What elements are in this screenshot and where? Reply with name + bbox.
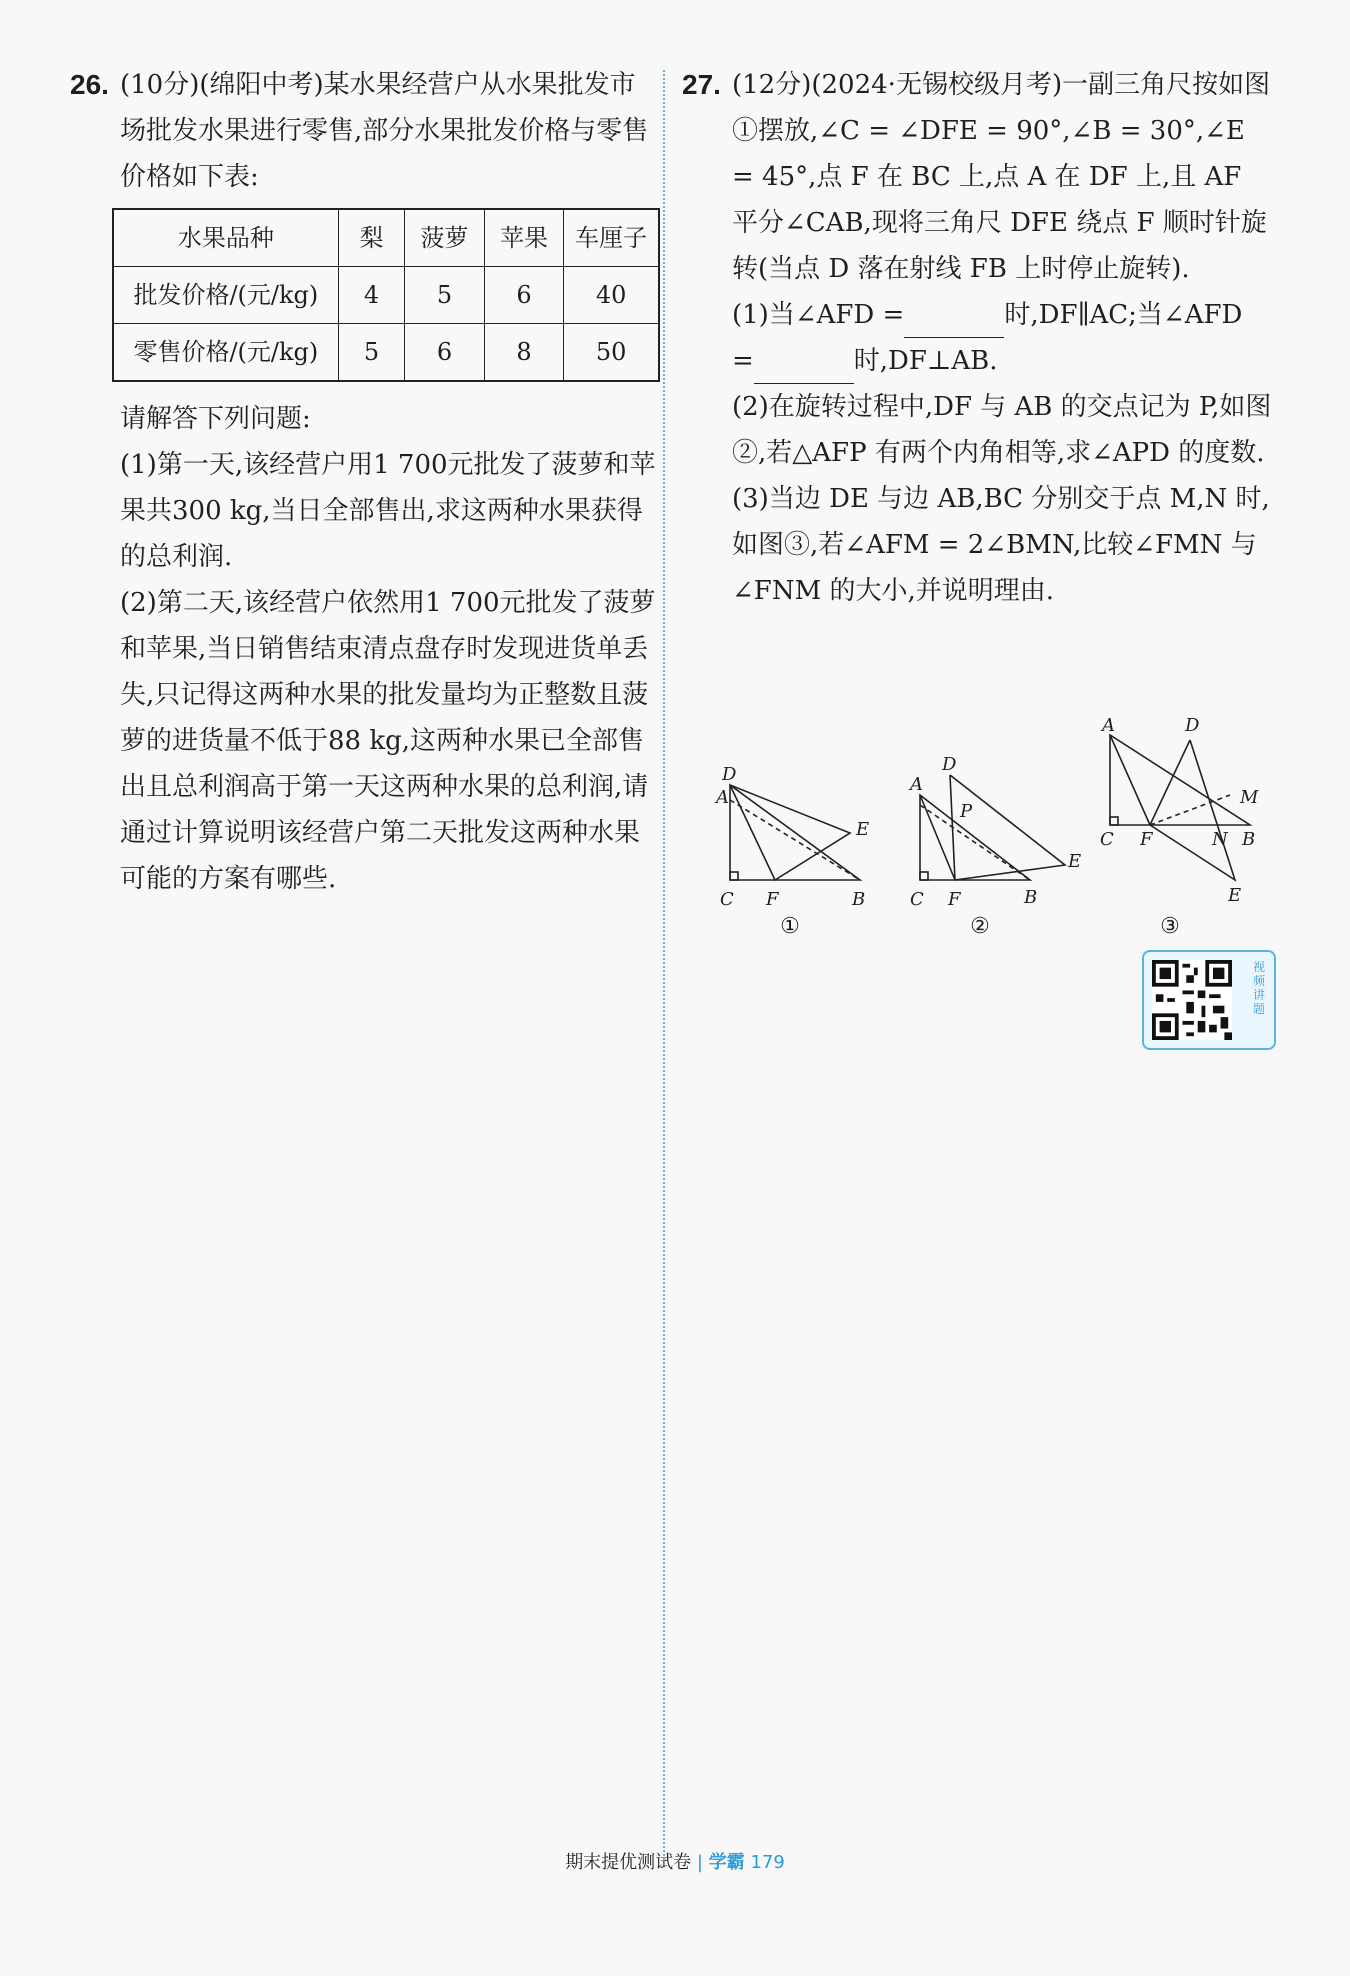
figure-label: F bbox=[766, 889, 779, 910]
geometry-figures bbox=[700, 715, 1270, 940]
column-divider bbox=[663, 70, 665, 1860]
qr-caption: 视频讲题 bbox=[1252, 960, 1265, 1016]
page-number: 179 bbox=[750, 1852, 785, 1873]
question-26 bbox=[70, 62, 660, 902]
question-intro: (12分)(2024·无锡校级月考)一副三角尺按如图①摆放,∠C = ∠DFE = 90°,∠B = 30°,∠E = 45°,点 F 在 BC 上,点 A 在 DF 上,且 AF 平分∠CAB,现将三角尺 DFE 绕点 F 顺时针旋转(当点 D 落在射线 FB 上时停止旋转). bbox=[732, 70, 1271, 284]
table-cell: 8 bbox=[484, 324, 563, 382]
figure-label: D bbox=[942, 754, 957, 775]
figure-label: A bbox=[910, 774, 923, 795]
figure-label: D bbox=[1185, 715, 1200, 736]
answer-blank bbox=[904, 307, 1004, 338]
figure-label: C bbox=[1100, 829, 1114, 850]
figure-caption: ③ bbox=[1160, 914, 1180, 939]
footer-title: 期末提优测试卷 bbox=[565, 1852, 692, 1873]
figure-label: A bbox=[1102, 715, 1115, 736]
figure-label: C bbox=[720, 889, 734, 910]
table-cell: 苹果 bbox=[484, 209, 563, 267]
figure-label: E bbox=[856, 819, 870, 840]
figure-label: N bbox=[1212, 829, 1228, 850]
table-row bbox=[113, 267, 659, 324]
page-footer: 期末提优测试卷 | 学霸 179 bbox=[565, 1852, 785, 1873]
figure-label: P bbox=[960, 801, 973, 822]
figure-label: B bbox=[852, 889, 866, 910]
table-cell: 5 bbox=[338, 324, 405, 382]
table-cell: 6 bbox=[484, 267, 563, 324]
table-cell: 6 bbox=[405, 324, 484, 382]
figure-label: E bbox=[1068, 851, 1082, 872]
figure-label: D bbox=[722, 764, 737, 785]
table-cell: 菠萝 bbox=[405, 209, 484, 267]
question-part-1: (1)第一天,该经营户用1 700元批发了菠萝和苹果共300 kg,当日全部售出,求这两种水果获得的总利润. bbox=[120, 450, 656, 572]
part-1-text-c: 时,DF⊥AB. bbox=[853, 346, 998, 376]
figure-label: C bbox=[910, 889, 924, 910]
table-row bbox=[113, 324, 659, 382]
table-cell: 批发价格/(元/kg) bbox=[113, 267, 338, 324]
table-cell: 梨 bbox=[338, 209, 405, 267]
question-part-2: (2)第二天,该经营户依然用1 700元批发了菠萝和苹果,当日销售结束清点盘存时发现进货单丢失,只记得这两种水果的批发量均为正整数且菠萝的进货量不低于88 kg,这两种水果已全部售出且总利润高于第一天这两种水果的总利润,请通过计算说明该经营户第二天批发这两种水果可能的方案有哪些. bbox=[120, 588, 656, 894]
question-number: 26. bbox=[70, 69, 109, 100]
video-qr-code[interactable] bbox=[1142, 950, 1276, 1050]
price-table bbox=[112, 208, 660, 382]
table-cell: 水果品种 bbox=[113, 209, 338, 267]
figure-label: A bbox=[716, 787, 729, 808]
figure-caption: ② bbox=[970, 914, 990, 939]
figure-label: E bbox=[1228, 885, 1242, 906]
question-part-2: (2)在旋转过程中,DF 与 AB 的交点记为 P,如图②,若△AFP 有两个内角相等,求∠APD 的度数. bbox=[732, 392, 1272, 468]
part-1-text-b: 时,DF∥AC;当∠AFD = bbox=[732, 300, 1243, 376]
question-intro: (10分)(绵阳中考)某水果经营户从水果批发市场批发水果进行零售,部分水果批发价格与零售价格如下表: bbox=[120, 70, 649, 192]
figure-label: B bbox=[1242, 829, 1256, 850]
footer-brand: 学霸 bbox=[708, 1852, 745, 1873]
table-cell: 40 bbox=[564, 267, 659, 324]
table-cell: 车厘子 bbox=[564, 209, 659, 267]
question-27 bbox=[682, 62, 1272, 614]
table-cell: 50 bbox=[564, 324, 659, 382]
figure-label: F bbox=[948, 889, 961, 910]
answer-blank bbox=[754, 353, 854, 384]
question-prompt: 请解答下列问题: bbox=[120, 404, 311, 434]
table-cell: 零售价格/(元/kg) bbox=[113, 324, 338, 382]
question-part-3: (3)当边 DE 与边 AB,BC 分别交于点 M,N 时,如图③,若∠AFM = 2∠BMN,比较∠FMN 与∠FNM 的大小,并说明理由. bbox=[732, 484, 1270, 606]
question-part-1 bbox=[682, 292, 1272, 384]
figure-label: F bbox=[1140, 829, 1153, 850]
question-number: 27. bbox=[682, 69, 721, 100]
part-1-text-a: (1)当∠AFD = bbox=[732, 300, 905, 330]
table-cell: 5 bbox=[405, 267, 484, 324]
table-header-row bbox=[113, 209, 659, 267]
table-cell: 4 bbox=[338, 267, 405, 324]
figure-label: M bbox=[1240, 787, 1259, 808]
figure-caption: ① bbox=[780, 914, 800, 939]
figure-label: B bbox=[1024, 887, 1038, 908]
qr-code-icon bbox=[1152, 960, 1232, 1040]
